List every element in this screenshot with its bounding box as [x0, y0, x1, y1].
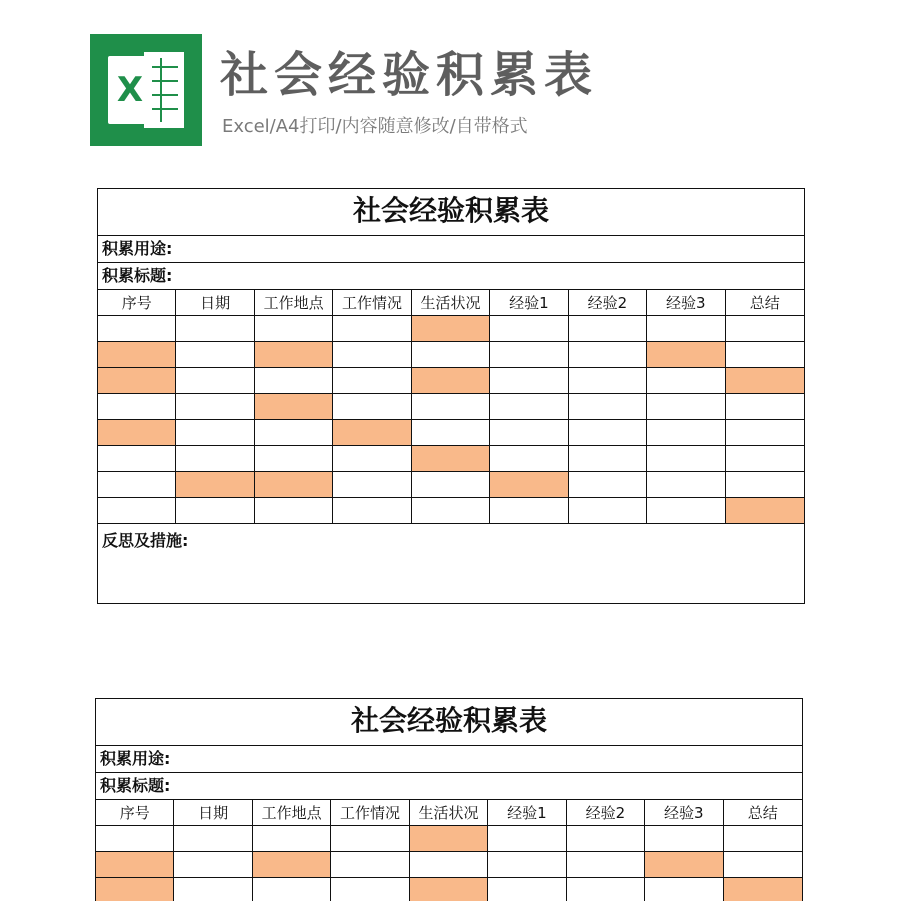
table-cell[interactable] — [255, 498, 333, 524]
excel-logo-icon — [90, 34, 202, 146]
table-cell[interactable] — [490, 316, 568, 342]
table-cell[interactable] — [98, 498, 176, 524]
table-cell[interactable] — [333, 446, 411, 472]
table-cell[interactable] — [490, 420, 568, 446]
table-cell[interactable] — [645, 852, 723, 878]
table-cell[interactable] — [726, 446, 804, 472]
table-cell[interactable] — [331, 852, 409, 878]
column-header: 工作情况 — [333, 290, 411, 316]
table-cell[interactable] — [569, 368, 647, 394]
table-cell[interactable] — [569, 472, 647, 498]
table-cell[interactable] — [333, 368, 411, 394]
table-cell[interactable] — [412, 342, 490, 368]
table-cell[interactable] — [174, 852, 252, 878]
table-cell[interactable] — [255, 316, 333, 342]
column-header: 日期 — [174, 800, 252, 826]
table-cell[interactable] — [331, 878, 409, 901]
table-cell[interactable] — [98, 420, 176, 446]
column-header: 经验2 — [567, 800, 645, 826]
table-cell[interactable] — [333, 472, 411, 498]
table-cell[interactable] — [724, 826, 802, 852]
purpose-field[interactable]: 积累用途: — [98, 236, 804, 263]
table-cell[interactable] — [255, 342, 333, 368]
table-cell[interactable] — [569, 316, 647, 342]
column-header: 工作情况 — [331, 800, 409, 826]
table-cell[interactable] — [255, 394, 333, 420]
column-header: 序号 — [98, 290, 176, 316]
form-grid — [96, 800, 802, 901]
table-cell[interactable] — [176, 368, 254, 394]
table-cell[interactable] — [569, 420, 647, 446]
table-cell[interactable] — [412, 446, 490, 472]
experience-form — [97, 188, 805, 604]
table-cell[interactable] — [569, 394, 647, 420]
table-cell[interactable] — [647, 368, 725, 394]
column-header: 经验1 — [488, 800, 566, 826]
table-cell[interactable] — [726, 368, 804, 394]
table-cell[interactable] — [333, 342, 411, 368]
table-cell[interactable] — [255, 472, 333, 498]
table-cell[interactable] — [331, 826, 409, 852]
table-cell[interactable] — [488, 878, 566, 901]
purpose-field[interactable]: 积累用途: — [96, 746, 802, 773]
table-cell[interactable] — [176, 498, 254, 524]
column-header: 总结 — [726, 290, 804, 316]
column-header: 经验1 — [490, 290, 568, 316]
table-cell[interactable] — [98, 316, 176, 342]
logo-letter: X — [108, 56, 152, 124]
table-cell[interactable] — [647, 498, 725, 524]
table-cell[interactable] — [647, 472, 725, 498]
table-cell[interactable] — [410, 852, 488, 878]
column-header: 工作地点 — [253, 800, 331, 826]
table-cell[interactable] — [569, 342, 647, 368]
table-cell[interactable] — [726, 420, 804, 446]
table-cell[interactable] — [412, 498, 490, 524]
column-header: 总结 — [724, 800, 802, 826]
table-cell[interactable] — [333, 498, 411, 524]
table-cell[interactable] — [569, 446, 647, 472]
table-cell[interactable] — [647, 420, 725, 446]
table-cell[interactable] — [645, 826, 723, 852]
table-cell[interactable] — [567, 826, 645, 852]
table-cell[interactable] — [176, 316, 254, 342]
table-cell[interactable] — [724, 852, 802, 878]
column-header: 经验2 — [569, 290, 647, 316]
table-cell[interactable] — [96, 878, 174, 901]
table-cell[interactable] — [647, 342, 725, 368]
table-cell[interactable] — [253, 878, 331, 901]
banner-title: 社会经验积累表 — [220, 47, 599, 103]
form-grid — [98, 290, 804, 524]
column-header: 日期 — [176, 290, 254, 316]
table-cell[interactable] — [255, 368, 333, 394]
table-cell[interactable] — [333, 316, 411, 342]
table-cell[interactable] — [412, 394, 490, 420]
table-cell[interactable] — [488, 826, 566, 852]
table-cell[interactable] — [410, 878, 488, 901]
table-cell[interactable] — [488, 852, 566, 878]
banner-subtitle: Excel/A4打印/内容随意修改/自带格式 — [222, 116, 528, 137]
table-cell[interactable] — [412, 472, 490, 498]
table-cell[interactable] — [176, 342, 254, 368]
table-cell[interactable] — [174, 878, 252, 901]
table-cell[interactable] — [98, 394, 176, 420]
table-cell[interactable] — [176, 472, 254, 498]
column-header: 经验3 — [647, 290, 725, 316]
table-cell[interactable] — [255, 446, 333, 472]
table-cell[interactable] — [726, 498, 804, 524]
table-cell[interactable] — [412, 316, 490, 342]
form-title: 社会经验积累表 — [96, 699, 802, 746]
column-header: 经验3 — [645, 800, 723, 826]
experience-form-preview — [95, 698, 803, 901]
table-cell[interactable] — [96, 826, 174, 852]
table-cell[interactable] — [412, 368, 490, 394]
table-cell[interactable] — [645, 878, 723, 901]
table-cell[interactable] — [410, 826, 488, 852]
table-cell[interactable] — [569, 498, 647, 524]
table-cell[interactable] — [174, 826, 252, 852]
table-cell[interactable] — [253, 826, 331, 852]
table-cell[interactable] — [412, 420, 490, 446]
table-cell[interactable] — [333, 420, 411, 446]
reflection-field[interactable]: 反思及措施: — [102, 531, 189, 550]
table-cell[interactable] — [333, 394, 411, 420]
topic-field[interactable]: 积累标题: — [96, 773, 802, 800]
table-cell[interactable] — [647, 394, 725, 420]
table-cell[interactable] — [98, 368, 176, 394]
table-cell[interactable] — [724, 878, 802, 901]
table-cell[interactable] — [255, 420, 333, 446]
column-header: 生活状况 — [412, 290, 490, 316]
table-cell[interactable] — [253, 852, 331, 878]
banner — [90, 34, 850, 146]
table-cell[interactable] — [567, 852, 645, 878]
table-cell[interactable] — [490, 446, 568, 472]
table-cell[interactable] — [490, 498, 568, 524]
table-cell[interactable] — [96, 852, 174, 878]
column-header: 生活状况 — [410, 800, 488, 826]
table-cell[interactable] — [490, 368, 568, 394]
table-cell[interactable] — [726, 472, 804, 498]
table-cell[interactable] — [490, 472, 568, 498]
table-cell[interactable] — [726, 316, 804, 342]
column-header: 序号 — [96, 800, 174, 826]
topic-field[interactable]: 积累标题: — [98, 263, 804, 290]
table-cell[interactable] — [647, 446, 725, 472]
form-title: 社会经验积累表 — [98, 189, 804, 236]
table-cell[interactable] — [176, 420, 254, 446]
table-cell[interactable] — [98, 446, 176, 472]
table-cell[interactable] — [98, 342, 176, 368]
table-cell[interactable] — [490, 342, 568, 368]
table-cell[interactable] — [567, 878, 645, 901]
table-cell[interactable] — [98, 472, 176, 498]
table-cell[interactable] — [726, 342, 804, 368]
table-cell[interactable] — [490, 394, 568, 420]
column-header: 工作地点 — [255, 290, 333, 316]
table-cell[interactable] — [726, 394, 804, 420]
table-cell[interactable] — [176, 394, 254, 420]
table-cell[interactable] — [176, 446, 254, 472]
table-cell[interactable] — [647, 316, 725, 342]
